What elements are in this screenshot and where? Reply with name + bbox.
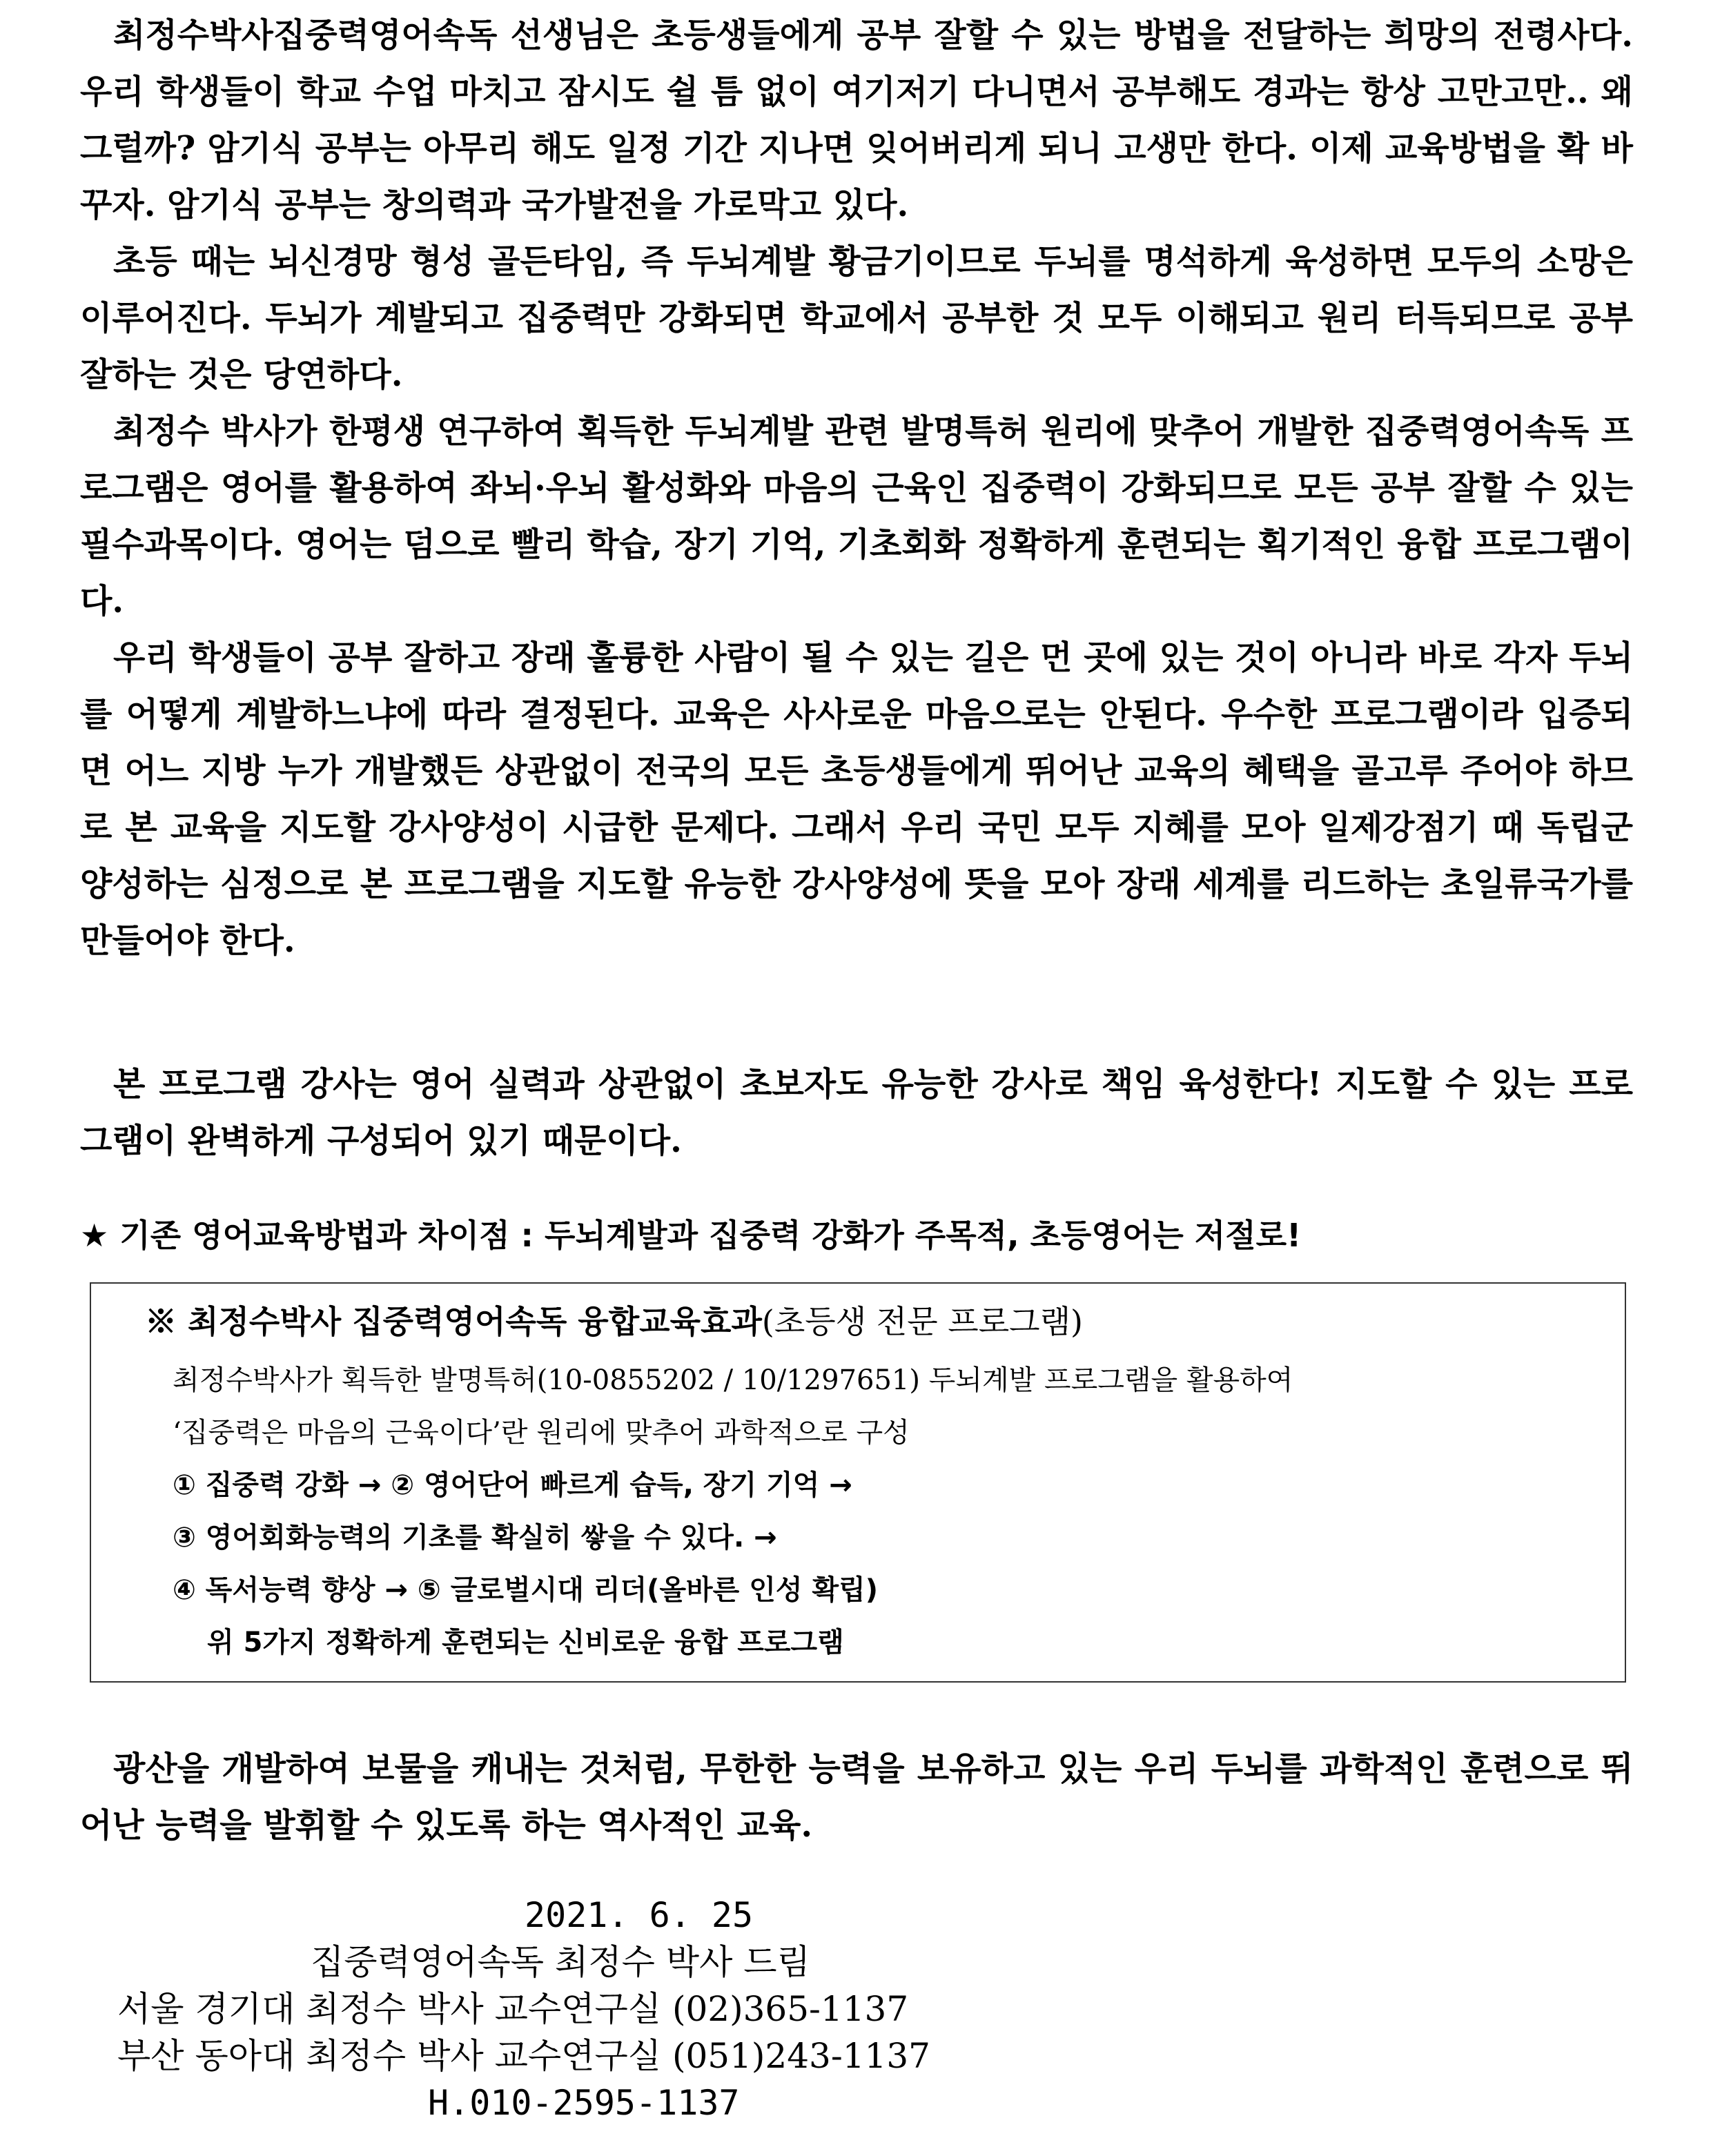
signature-busan-office: 부산 동아대 최정수 박사 교수연구실 (051)243-1137 [117,2036,930,2076]
intro-section [80,7,1633,969]
effect-box-step-line-2: ③ 영어회화능력의 기초를 확실히 쌓을 수 있다. → [173,1522,777,1554]
instructor-note-paragraph: 본 프로그램 강사는 영어 실력과 상관없이 초보자도 유능한 강사로 책임 육성한다! 지도할 수 있는 프로그램이 완벽하게 구성되어 있기 때문이다. [80,1065,1633,1160]
closing-section [80,1741,1633,1854]
effect-box-step-line-1: ① 집중력 강화 → ② 영어단어 빠르게 습득, 장기 기억 → [173,1469,852,1501]
intro-paragraph-4: 우리 학생들이 공부 잘하고 장래 훌륭한 사람이 될 수 있는 길은 먼 곳에 있는 것이 아니라 바로 각자 두뇌를 어떻게 계발하느냐에 따라 결정된다. 교육은 사사로운 마음으로는 안된다. 우수한 프로그램이라 입증되면 어느 지방 누가 개발했든 상관없이 전국의 모든 초등생들에게 뛰어난 교육의 혜택을 골고루 주어야 하므로 본 교육을 지도할 강사양성이 시급한 문제다. 그래서 우리 국민 모두 지혜를 모아 일제강점기 때 독립군 양성하는 심정으로 본 프로그램을 지도할 유능한 강사양성에 뜻을 모아 장래 세계를 리드하는 초일류국가를 만들어야 한다. [80,638,1633,960]
education-effect-box [90,1282,1626,1683]
effect-box-title [145,1299,1083,1344]
signature-sender: 집중력영어속독 최정수 박사 드림 [311,1942,810,1982]
intro-paragraph-1: 최정수박사집중력영어속독 선생님은 초등생들에게 공부 잘할 수 있는 방법을 전달하는 희망의 전령사다. 우리 학생들이 학교 수업 마치고 잠시도 쉴 틈 없이 여기저기 다니면서 공부해도 경과는 항상 고만고만.. 왜 그럴까? 암기식 공부는 아무리 해도 일정 기간 지나면 잊어버리게 되니 고생만 한다. 이제 교육방법을 확 바꾸자. 암기식 공부는 창의력과 국가발전을 가로막고 있다. [80,16,1633,224]
intro-paragraph-2: 초등 때는 뇌신경망 형성 골든타임, 즉 두뇌계발 황금기이므로 두뇌를 명석하게 육성하면 모두의 소망은 이루어진다. 두뇌가 계발되고 집중력만 강화되면 학교에서 공부한 것 모두 이해되고 원리 터득되므로 공부 잘하는 것은 당연하다. [80,242,1633,394]
effect-box-title-main: ※ 최정수박사 집중력영어속독 융합교육효과 [145,1303,762,1340]
signature-date: 2021. 6. 25 [525,1895,754,1935]
effect-box-summary-line: 위 5가지 정확하게 훈련되는 신비로운 융합 프로그램 [207,1627,844,1658]
effect-box-patent-line: 최정수박사가 획득한 발명특허(10-0855202 / 10/1297651) 두뇌계발 프로그램을 활용하여 [173,1364,1293,1396]
signature-phone: H.010-2595-1137 [428,2083,740,2123]
difference-heading: ★ 기존 영어교육방법과 차이점 : 두뇌계발과 집중력 강화가 주목적, 초등영어는 저절로! [80,1217,1302,1254]
effect-box-title-sub: (초등생 전문 프로그램) [761,1303,1083,1340]
intro-paragraph-3: 최정수 박사가 한평생 연구하여 획득한 두뇌계발 관련 발명특허 원리에 맞추어 개발한 집중력영어속독 프로그램은 영어를 활용하여 좌뇌·우뇌 활성화와 마음의 근육인 집중력이 강화되므로 모든 공부 잘할 수 있는 필수과목이다. 영어는 덤으로 빨리 학습, 장기 기억, 기초회화 정확하게 훈련되는 획기적인 융합 프로그램이다. [80,412,1633,620]
effect-box-step-line-3: ④ 독서능력 향상 → ⑤ 글로벌시대 리더(올바른 인성 확립) [173,1574,879,1606]
closing-paragraph: 광산을 개발하여 보물을 캐내는 것처럼, 무한한 능력을 보유하고 있는 우리 두뇌를 과학적인 훈련으로 뛰어난 능력을 발휘할 수 있도록 하는 역사적인 교육. [80,1750,1633,1845]
instructor-note-section [80,1056,1633,1169]
signature-seoul-office: 서울 경기대 최정수 박사 교수연구실 (02)365-1137 [117,1989,909,2029]
effect-box-principle-line: ‘집중력은 마음의 근육이다’란 원리에 맞추어 과학적으로 구성 [173,1417,910,1449]
